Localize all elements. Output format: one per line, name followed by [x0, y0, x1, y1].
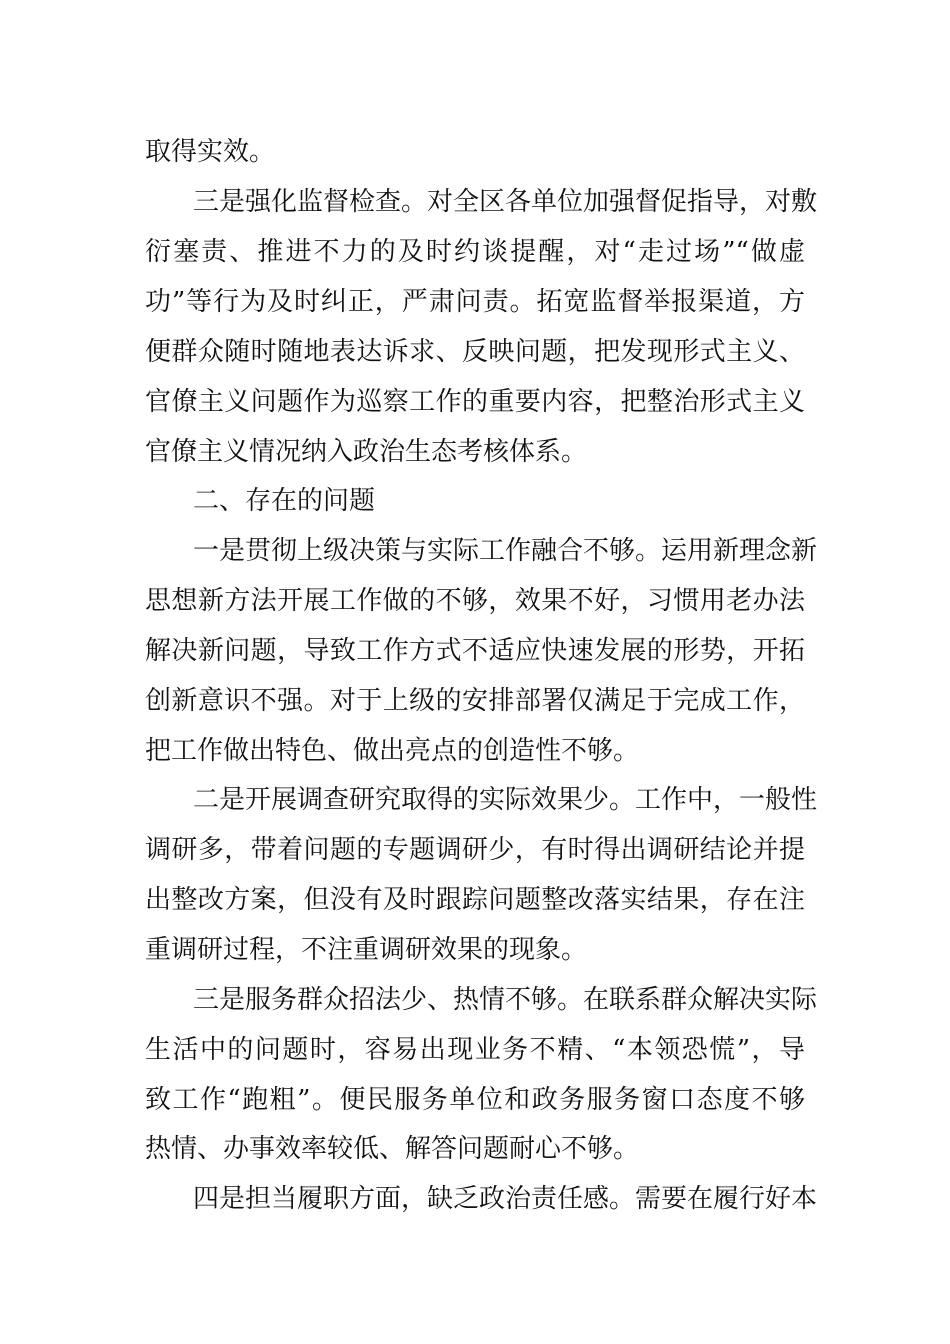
line-text: 衍塞责、推进不力的及时约谈提醒，对“走过场”“做虚	[145, 237, 805, 267]
text-line	[0, 127, 950, 177]
text-line	[0, 1124, 950, 1174]
line-text: 热情、办事效率较低、解答问题耐心不够。	[145, 1134, 640, 1164]
line-text: 致工作“跑粗”。便民服务单位和政务服务窗口态度不够	[145, 1085, 805, 1115]
text-line	[0, 327, 950, 377]
heading-text: 二、存在的问题	[193, 486, 376, 516]
text-line	[0, 825, 950, 875]
text-line	[0, 626, 950, 676]
line-text: 取得实效。	[145, 137, 276, 167]
line-text: 调研多，带着问题的专题调研少，有时得出调研结论并提	[145, 835, 805, 865]
line-text: 创新意识不强。对于上级的安排部署仅满足于完成工作，	[145, 686, 805, 716]
text-line	[0, 925, 950, 975]
text-line	[0, 875, 950, 925]
text-line	[0, 676, 950, 726]
line-text: 官僚主义问题作为巡察工作的重要内容，把整治形式主义	[145, 387, 805, 417]
paragraph-first-line	[0, 526, 950, 576]
text-line	[0, 576, 950, 626]
paragraph-first-line	[0, 177, 950, 227]
line-text: 便群众随时随地表达诉求、反映问题，把发现形式主义、	[145, 337, 805, 367]
text-line	[0, 726, 950, 776]
text-line	[0, 427, 950, 477]
text-line	[0, 227, 950, 277]
line-text: 把工作做出特色、做出亮点的创造性不够。	[145, 736, 640, 766]
line-text: 三是服务群众招法少、热情不够。在联系群众解决实际	[193, 985, 818, 1015]
paragraph-first-line	[0, 1174, 950, 1224]
line-text: 三是强化监督检查。对全区各单位加强督促指导，对敷	[193, 187, 818, 217]
section-heading	[0, 476, 950, 526]
line-text: 解决新问题，导致工作方式不适应快速发展的形势，开拓	[145, 636, 805, 666]
text-line	[0, 1025, 950, 1075]
line-text: 功”等行为及时纠正，严肃问责。拓宽监督举报渠道，方	[145, 287, 805, 317]
line-text: 生活中的问题时，容易出现业务不精、“本领恐慌”，导	[145, 1035, 805, 1065]
line-text: 二是开展调查研究取得的实际效果少。工作中，一般性	[193, 785, 818, 815]
paragraph-first-line	[0, 975, 950, 1025]
line-text: 四是担当履职方面，缺乏政治责任感。需要在履行好本	[193, 1184, 818, 1214]
line-text: 一是贯彻上级决策与实际工作融合不够。运用新理念新	[193, 536, 818, 566]
text-line	[0, 1075, 950, 1125]
paragraph-first-line	[0, 775, 950, 825]
text-line	[0, 277, 950, 327]
text-line	[0, 377, 950, 427]
line-text: 官僚主义情况纳入政治生态考核体系。	[145, 437, 588, 467]
line-text: 思想新方法开展工作做的不够，效果不好，习惯用老办法	[145, 586, 805, 616]
line-text: 重调研过程，不注重调研效果的现象。	[145, 935, 588, 965]
line-text: 出整改方案，但没有及时跟踪问题整改落实结果，存在注	[145, 885, 805, 915]
